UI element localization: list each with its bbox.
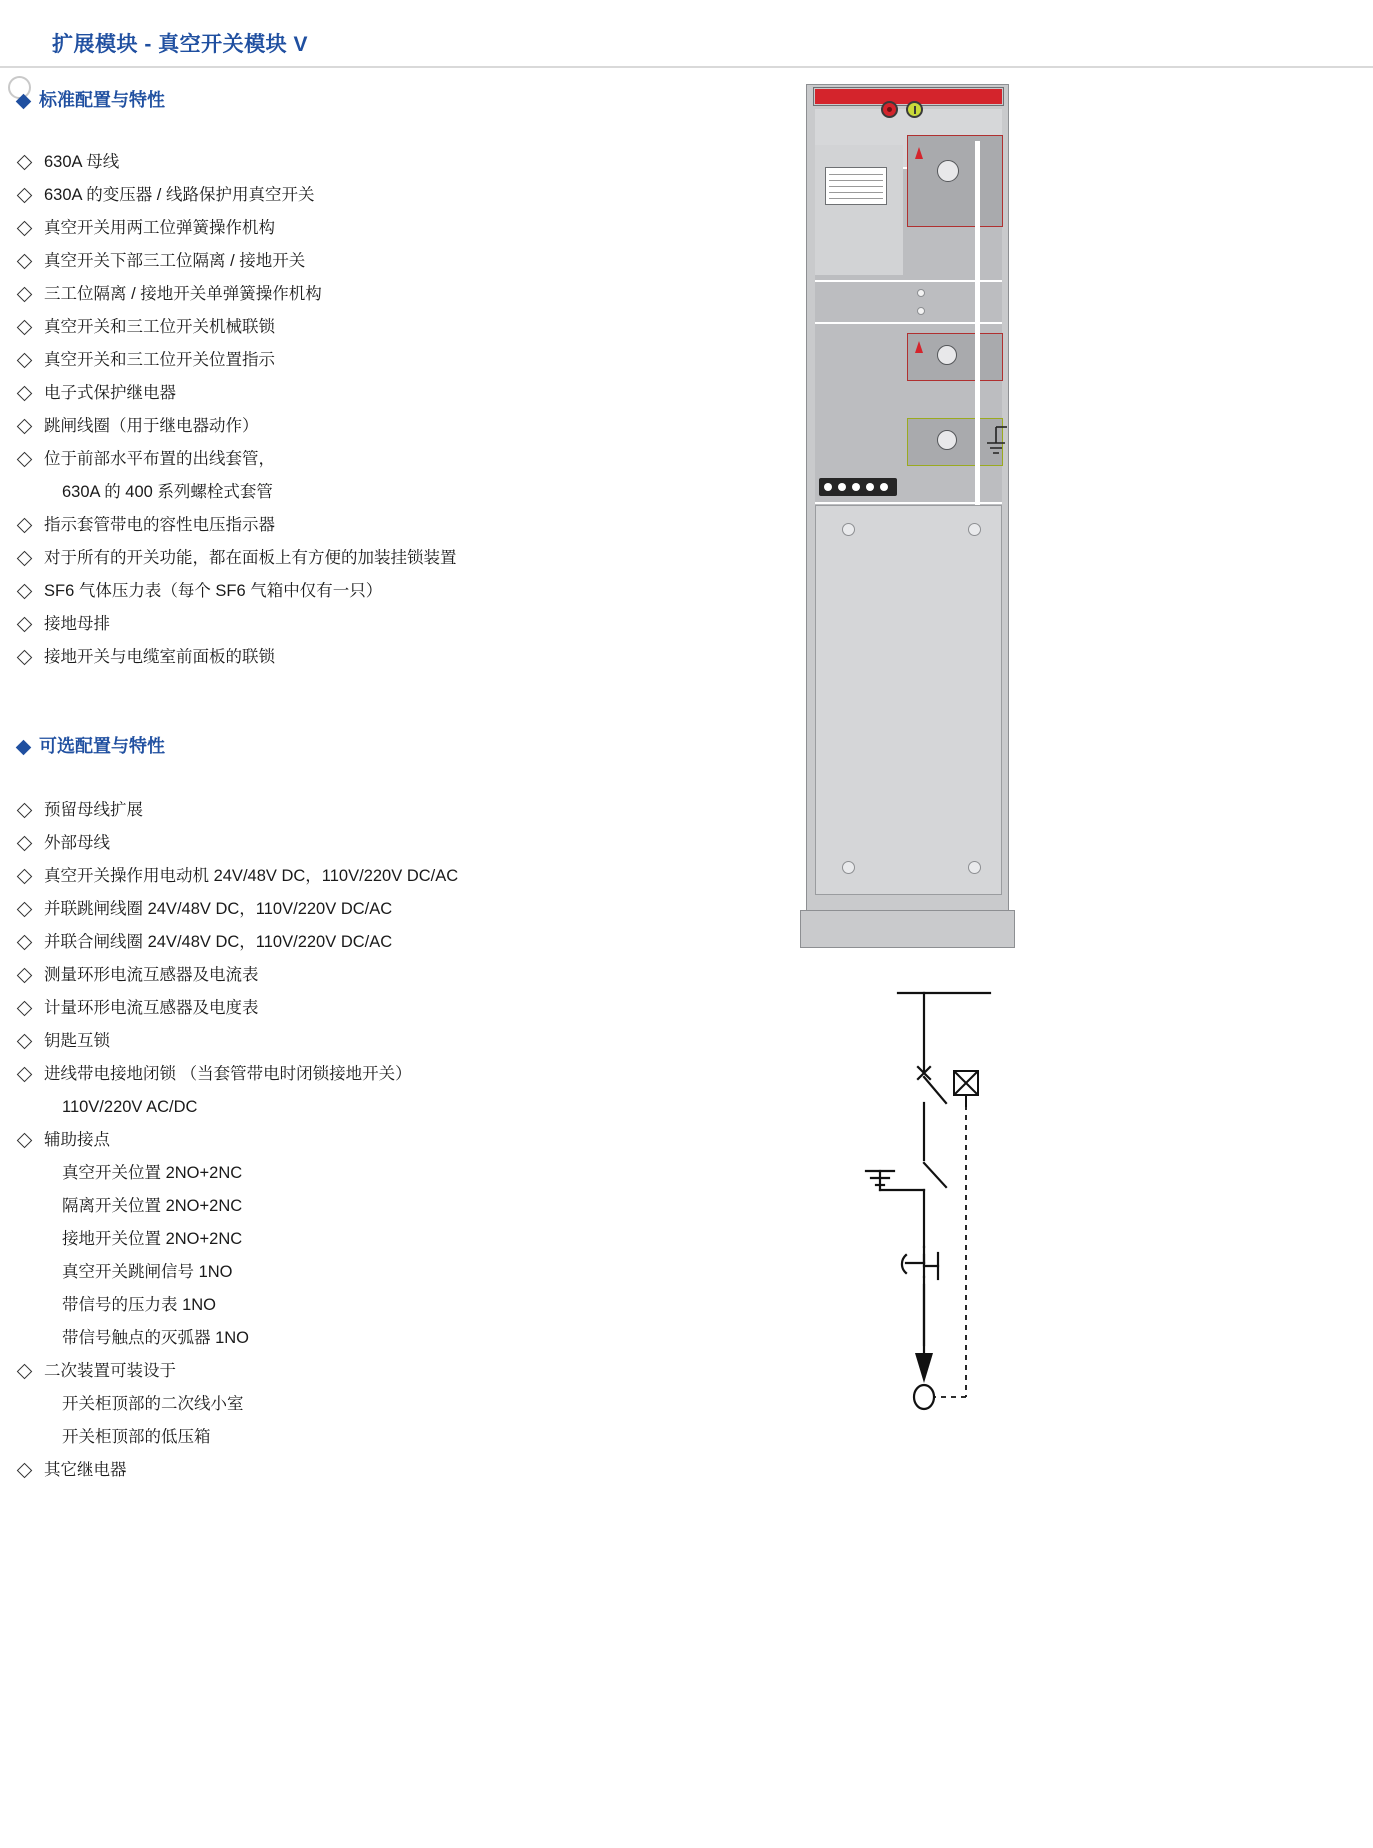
cable-arrow-icon — [915, 1353, 933, 1383]
list-item: 钥匙互锁 — [18, 1025, 778, 1058]
list-item: 跳闸线圈（用于继电器动作） — [18, 410, 778, 443]
cabinet-body — [806, 84, 1009, 917]
list-item: 电子式保护继电器 — [18, 377, 778, 410]
panel-fastener-icon — [968, 861, 981, 874]
list-subitem: 隔离开关位置 2NO+2NC — [62, 1197, 243, 1215]
diamond-bullet-icon — [17, 452, 33, 468]
list-item: 辅助接点 — [18, 1124, 778, 1157]
list-item-continuation: 110V/220V AC/DC — [62, 1098, 198, 1116]
current-transformer-icon — [914, 1385, 934, 1409]
list-item: 接地开关与电缆室前面板的联锁 — [18, 641, 778, 674]
section-heading-optional: 可选配置与特性 — [18, 732, 165, 758]
terminal-strip — [819, 478, 897, 496]
diamond-bullet-icon — [17, 968, 33, 984]
list-item: 真空开关下部三工位隔离 / 接地开关 — [18, 245, 778, 278]
list-item: 进线带电接地闭锁 （当套管带电时闭锁接地开关） — [18, 1058, 778, 1091]
list-item: 真空开关用两工位弹簧操作机构 — [18, 212, 778, 245]
cabinet-screw-icon — [917, 307, 925, 315]
panel-fastener-icon — [842, 861, 855, 874]
earth-symbol-icon — [983, 425, 1009, 459]
diamond-bullet-icon — [17, 155, 33, 171]
diamond-icon — [16, 740, 32, 756]
cabinet-figure — [800, 84, 1015, 956]
list-item: 真空开关和三工位开关位置指示 — [18, 344, 778, 377]
optional-features-list — [18, 794, 778, 1487]
list-item: 计量环形电流互感器及电度表 — [18, 992, 778, 1025]
cabinet-divider — [815, 322, 1002, 324]
list-item: 630A 的变压器 / 线路保护用真空开关 — [18, 179, 778, 212]
diamond-bullet-icon — [17, 188, 33, 204]
diamond-icon — [16, 94, 32, 110]
cabinet-base — [800, 910, 1015, 948]
list-item: 接地母排 — [18, 608, 778, 641]
standard-features-list — [18, 146, 778, 674]
diamond-bullet-icon — [17, 836, 33, 852]
red-arrow-icon — [915, 341, 923, 353]
cabinet-divider — [815, 502, 1002, 504]
list-item: 外部母线 — [18, 827, 778, 860]
diamond-bullet-icon — [17, 287, 33, 303]
diamond-bullet-icon — [17, 386, 33, 402]
diamond-bullet-icon — [17, 935, 33, 951]
list-item: 指示套管带电的容性电压指示器 — [18, 509, 778, 542]
list-item: 630A 母线 — [18, 146, 778, 179]
operating-knob-icon — [937, 345, 957, 365]
section-heading-standard: 标准配置与特性 — [18, 86, 165, 112]
cable-compartment-panel — [815, 505, 1002, 895]
panel-fastener-icon — [842, 523, 855, 536]
diamond-bullet-icon — [17, 1364, 33, 1380]
diamond-bullet-icon — [17, 419, 33, 435]
diamond-bullet-icon — [17, 1001, 33, 1017]
diamond-bullet-icon — [17, 1034, 33, 1050]
operating-knob-icon — [937, 430, 957, 450]
diamond-bullet-icon — [17, 254, 33, 270]
cabinet-left-panel — [815, 145, 903, 275]
list-subitem: 带信号的压力表 1NO — [62, 1296, 217, 1314]
list-item: 并联跳闸线圈 24V/48V DC，110V/220V DC/AC — [18, 893, 778, 926]
diamond-bullet-icon — [17, 650, 33, 666]
diamond-bullet-icon — [17, 584, 33, 600]
cabinet-divider — [815, 280, 1002, 282]
page-title: 扩展模块 - 真空开关模块 V — [52, 33, 309, 56]
diamond-bullet-icon — [17, 1463, 33, 1479]
schematic-figure — [820, 985, 1080, 1455]
red-arrow-icon — [915, 147, 923, 159]
diamond-bullet-icon — [17, 869, 33, 885]
list-subitem: 真空开关跳闸信号 1NO — [62, 1263, 233, 1281]
panel-fastener-icon — [968, 523, 981, 536]
diamond-bullet-icon — [17, 221, 33, 237]
list-item: 三工位隔离 / 接地开关单弹簧操作机构 — [18, 278, 778, 311]
diamond-bullet-icon — [17, 1133, 33, 1149]
list-item: 位于前部水平布置的出线套管， — [18, 443, 778, 476]
operating-knob-icon — [937, 160, 959, 182]
diamond-bullet-icon — [17, 518, 33, 534]
list-item: 真空开关操作用电动机 24V/48V DC，110V/220V DC/AC — [18, 860, 778, 893]
list-item: 二次装置可装设于 — [18, 1355, 778, 1388]
list-subitem: 接地开关位置 2NO+2NC — [62, 1230, 243, 1248]
list-subitem: 真空开关位置 2NO+2NC — [62, 1164, 243, 1182]
diamond-bullet-icon — [17, 1067, 33, 1083]
cabinet-screw-icon — [917, 289, 925, 297]
list-subitem: 开关柜顶部的二次线小室 — [62, 1395, 244, 1413]
single-line-diagram — [820, 985, 1080, 1455]
diamond-bullet-icon — [17, 551, 33, 567]
diamond-bullet-icon — [17, 353, 33, 369]
header-divider — [0, 66, 1373, 68]
list-item: 其它继电器 — [18, 1454, 778, 1487]
list-item: 对于所有的开关功能，都在面板上有方便的加装挂锁装置 — [18, 542, 778, 575]
diamond-bullet-icon — [17, 902, 33, 918]
red-indicator-icon — [881, 101, 898, 118]
green-indicator-icon — [906, 101, 923, 118]
list-item: SF6 气体压力表（每个 SF6 气箱中仅有一只） — [18, 575, 778, 608]
diamond-bullet-icon — [17, 617, 33, 633]
nameplate-label — [825, 167, 887, 205]
list-item: 并联合闸线圈 24V/48V DC，110V/220V DC/AC — [18, 926, 778, 959]
diamond-bullet-icon — [17, 803, 33, 819]
page-header — [0, 28, 1373, 70]
list-item: 预留母线扩展 — [18, 794, 778, 827]
list-item-continuation: 630A 的 400 系列螺栓式套管 — [62, 483, 273, 501]
diamond-bullet-icon — [17, 320, 33, 336]
list-item: 测量环形电流互感器及电流表 — [18, 959, 778, 992]
list-subitem: 开关柜顶部的低压箱 — [62, 1428, 211, 1446]
list-subitem: 带信号触点的灭弧器 1NO — [62, 1329, 250, 1347]
list-item: 真空开关和三工位开关机械联锁 — [18, 311, 778, 344]
